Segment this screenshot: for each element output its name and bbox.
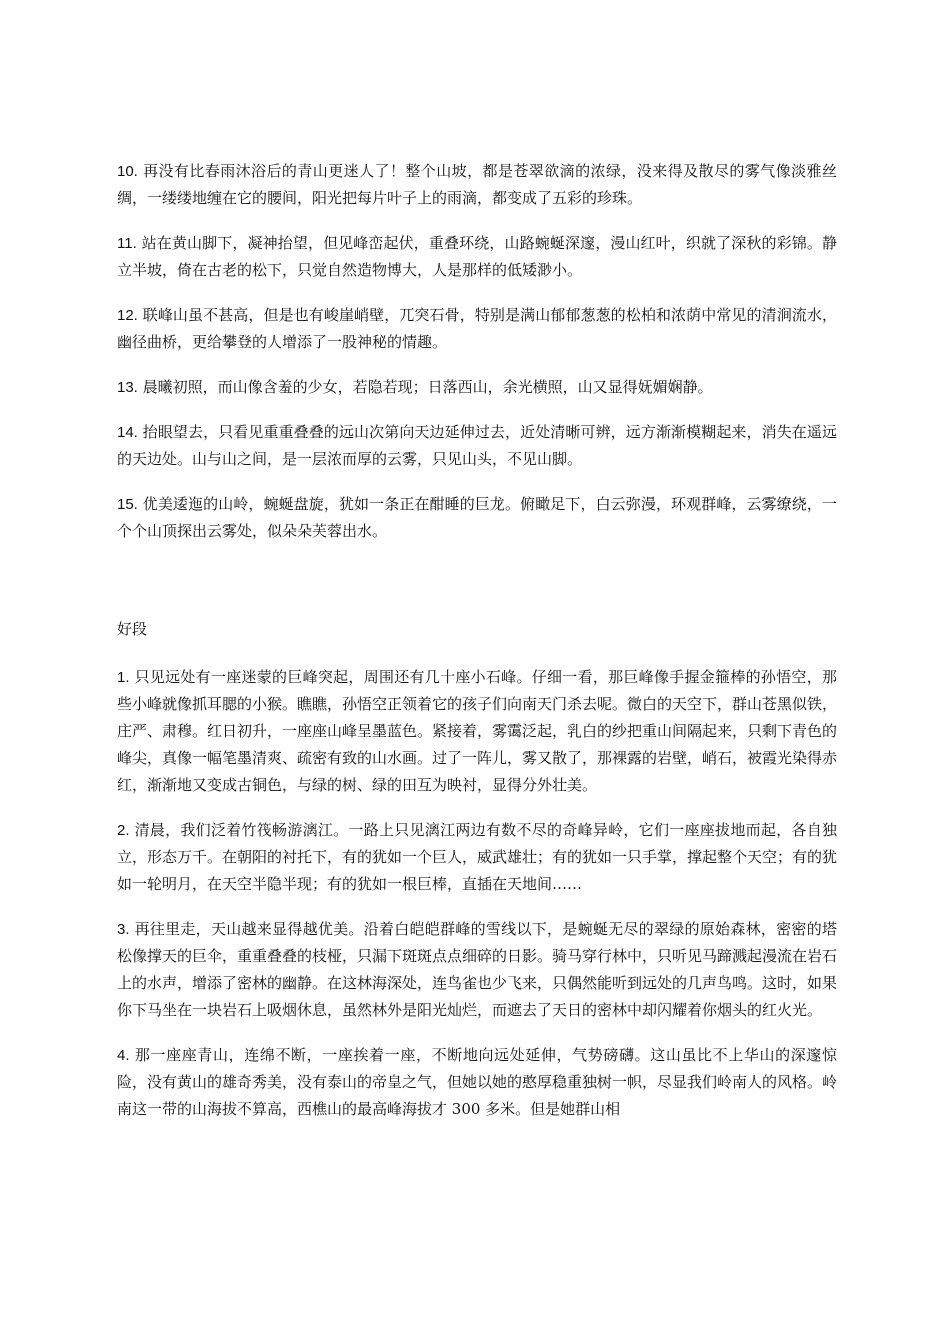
paragraph-12 xyxy=(117,302,837,356)
section-spacer xyxy=(117,563,837,616)
paragraph-text: 再没有比春雨沐浴后的青山更迷人了！整个山坡，都是苍翠欲滴的浓绿，没来得及散尽的雾气像淡雅丝绸，一缕缕地缠在它的腰间，阳光把每片叶子上的雨滴，都变成了五彩的珍珠。 xyxy=(117,162,837,207)
paragraph-text: 晨曦初照，而山像含羞的少女，若隐若现；日落西山，余光横照，山又显得妩媚娴静。 xyxy=(142,378,713,396)
paragraph-text: 抬眼望去，只看见重重叠叠的远山次第向天边延伸过去，近处清晰可辨，远方渐渐模糊起来，消失在遥远的天边处。山与山之间，是一层浓而厚的云雾，只见山头，不见山脚。 xyxy=(117,423,837,468)
paragraph-number: 4. xyxy=(117,1047,130,1064)
good-paragraph-4 xyxy=(117,1042,837,1123)
paragraph-text: 站在黄山脚下，凝神抬望，但见峰峦起伏，重叠环绕，山路蜿蜒深邃，漫山红叶，织就了深秋的彩锦。静立半坡，倚在古老的松下，只觉自然造物博大，人是那样的低矮渺小。 xyxy=(117,234,837,279)
paragraph-text: 只见远处有一座迷蒙的巨峰突起，周围还有几十座小石峰。仔细一看，那巨峰像手握金箍棒的孙悟空，那些小峰就像抓耳腮的小猴。瞧瞧，孙悟空正领着它的孩子们向南天门杀去呢。微白的天空下，群山苍黑似铁，庄严、肃穆。红日初升，一座座山峰呈墨蓝色。紧接着，雾霭泛起，乳白的纱把重山间隔起来，只剩下青色的峰尖，真像一幅笔墨清爽、疏密有致的山水画。过了一阵儿，雾又散了，那裸露的岩壁，峭石，被霞光染得赤红，渐渐地又变成古铜色，与绿的树、绿的田互为映衬，显得分外壮美。 xyxy=(117,668,838,794)
section-heading: 好段 xyxy=(117,620,148,638)
paragraph-number: 13. xyxy=(117,379,138,396)
good-paragraph-2 xyxy=(117,817,837,898)
paragraph-number: 10. xyxy=(117,163,138,180)
good-paragraph-1 xyxy=(117,664,837,799)
paragraph-number: 15. xyxy=(117,496,138,513)
paragraph-15 xyxy=(117,491,837,545)
paragraph-11 xyxy=(117,230,837,284)
paragraph-14 xyxy=(117,419,837,473)
document-page xyxy=(117,158,837,1141)
paragraph-text: 优美逶迤的山岭，蜿蜒盘旋，犹如一条正在酣睡的巨龙。俯瞰足下，白云弥漫，环观群峰，云雾缭绕，一个个山顶探出云雾处，似朵朵芙蓉出水。 xyxy=(117,495,837,540)
paragraph-number: 2. xyxy=(117,822,130,839)
paragraph-text: 那一座座青山，连绵不断，一座挨着一座，不断地向远处延伸，气势磅礴。这山虽比不上华山的深邃惊险，没有黄山的雄奇秀美，没有泰山的帝皇之气，但她以她的憨厚稳重独树一帜，尽显我们岭南人的风格。岭南这一带的山海拔不算高，西樵山的最高峰海拔才 300 多米。但是她群山相 xyxy=(117,1046,838,1118)
good-paragraph-3 xyxy=(117,916,837,1024)
paragraph-text: 清晨，我们泛着竹筏畅游漓江。一路上只见漓江两边有数不尽的奇峰异岭，它们一座座拔地而起，各自独立，形态万千。在朝阳的衬托下，有的犹如一个巨人，威武雄壮；有的犹如一只手掌，撑起整个天空；有的犹如一轮明月，在天空半隐半现；有的犹如一根巨棒，直插在天地间…… xyxy=(117,821,838,893)
paragraph-13 xyxy=(117,374,837,401)
paragraph-10 xyxy=(117,158,837,212)
paragraph-number: 1. xyxy=(117,669,130,686)
paragraph-text: 联峰山虽不甚高，但是也有峻崖峭壁，兀突石骨，特别是满山郁郁葱葱的松柏和浓荫中常见的清涧流水，幽径曲桥，更给攀登的人增添了一股神秘的情趣。 xyxy=(117,306,837,351)
paragraph-number: 11. xyxy=(117,235,137,252)
paragraph-number: 3. xyxy=(117,921,130,938)
paragraph-number: 14. xyxy=(117,424,138,441)
paragraph-text: 再往里走，天山越来显得越优美。沿着白皑皑群峰的雪线以下，是蜿蜒无尽的翠绿的原始森林，密密的塔松像撑天的巨伞，重重叠叠的枝桠，只漏下斑斑点点细碎的日影。骑马穿行林中，只听见马蹄溅起漫流在岩石上的水声，增添了密林的幽静。在这林海深处，连鸟雀也少飞来，只偶然能听到远处的几声鸟鸣。这时，如果你下马坐在一块岩石上吸烟休息，虽然林外是阳光灿烂，而遮去了天日的密林中却闪耀着你烟头的红火光。 xyxy=(117,920,838,1019)
paragraph-number: 12. xyxy=(117,307,138,324)
